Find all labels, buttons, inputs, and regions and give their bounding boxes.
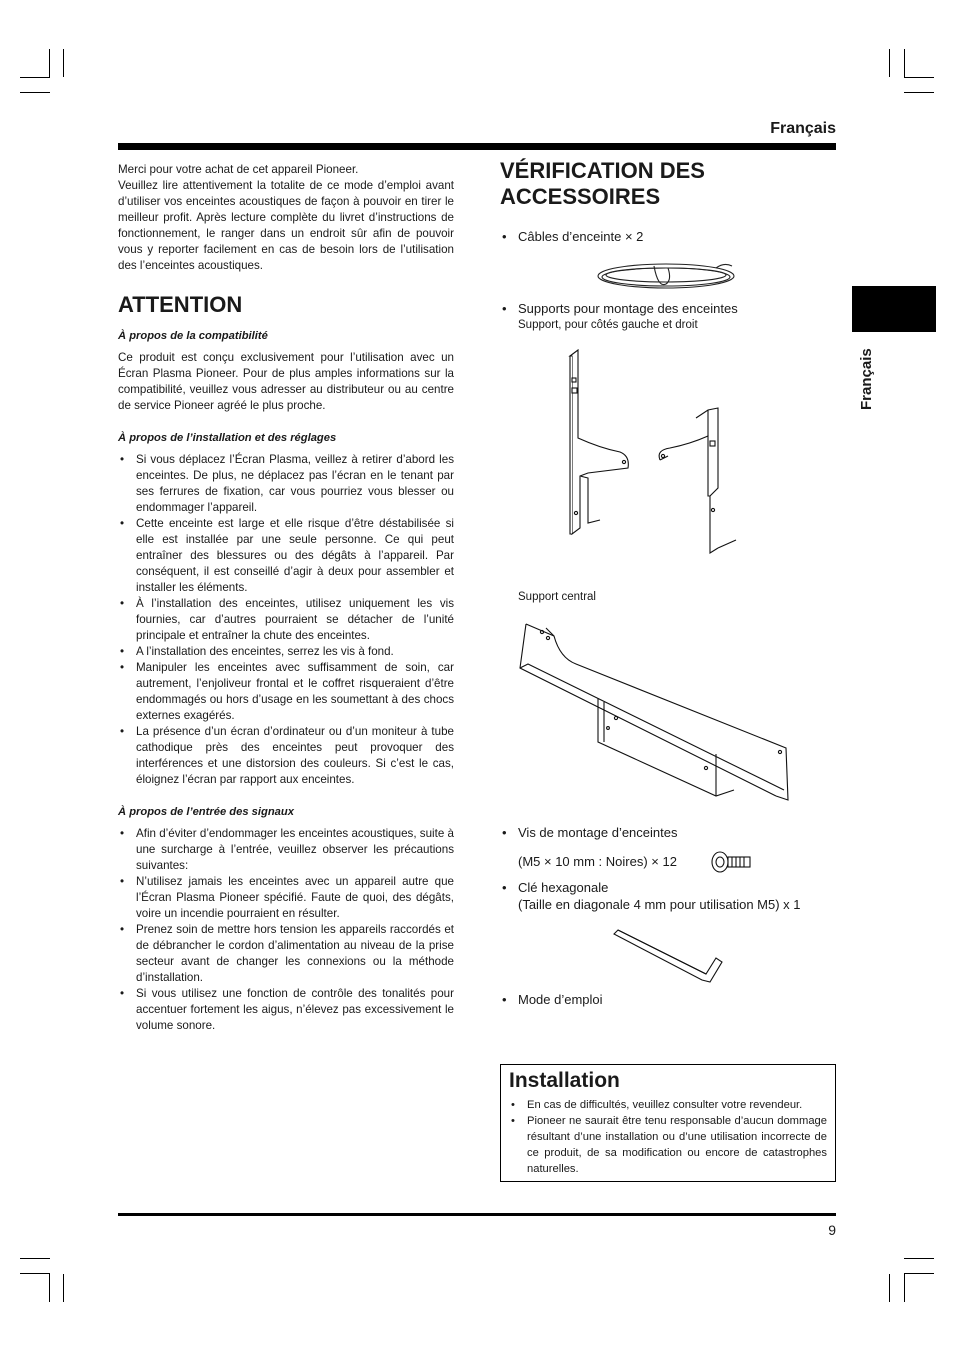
side-tab-label: Français — [858, 348, 875, 410]
installation-list — [509, 1097, 827, 1177]
accessory-central: Support central — [518, 591, 596, 603]
list-item: • La présence d’un écran d’ordinateur ou d’un moniteur à tube cathodique près des enceintes peut provoquer des interférences et une distorsion des couleurs. Si c’est le cas, éloignez l’écran par rapport aux enceintes. — [118, 724, 454, 788]
list-item: • A l’installation des enceintes, serrez les vis à fond. — [118, 644, 454, 660]
side-tab-block — [852, 286, 936, 332]
verification-heading — [500, 158, 836, 210]
list-item: • Pioneer ne saurait être tenu responsable d’aucun dommage résultant d’une installation ou d’une utilisation incorrecte de ce produit, de sa modification ou encore de catastrophes naturelles. — [509, 1113, 827, 1177]
accessory-screws: • Vis de montage d’enceintes — [500, 825, 677, 840]
accessory-supports: • Supports pour montage des enceintes — [500, 301, 738, 316]
list-item: • Prenez soin de mettre hors tension les appareils raccordés et de débrancher le cordon d’alimentation au niveau de la prise secteur avant de changer les connexions ou la méthode d’installation. — [118, 922, 454, 986]
intro-thanks: Merci pour votre achat de cet appareil Pioneer. — [118, 163, 359, 176]
header-rule — [118, 143, 836, 150]
accessory-cables: • Câbles d’enceinte × 2 — [500, 229, 643, 244]
compat-text: Ce produit est conçu exclusivement pour l’utilisation avec un Écran Plasma Pioneer. Pour de plus amples informations sur la compatibilité, veuillez vous adresser au distributeur ou au centre de service Pioneer agréé le plus proche. — [118, 351, 454, 412]
compat-heading: À propos de la compatibilité — [118, 330, 268, 342]
signal-list — [118, 826, 454, 1034]
key-detail: (Taille en diagonale 4 mm pour utilisation M5) x 1 — [518, 897, 801, 912]
list-item: • En cas de difficultés, veuillez consulter votre revendeur. — [509, 1097, 827, 1113]
footer-rule — [118, 1213, 836, 1216]
list-item: • Afin d’éviter d’endommager les enceintes acoustiques, suite à une surcharge à l’entrée, veuillez observer les précautions suivantes: — [118, 826, 454, 874]
intro-paragraph: Veuillez lire attentivement la totalite de ce mode d’emploi avant d’utiliser vos enceintes acoustiques de façon à pouvoir en tirer le meilleur profit. Après lecture complète du livret d’instructions de fonctionnement, le ranger dans un endroit sûr afin de pouvoir vous y reporter facilement en cas de besoin lors de l’utilisation des l’enceintes acoustiques. — [118, 179, 454, 272]
installation-box — [500, 1064, 836, 1182]
list-item: • Manipuler les enceintes avec suffisamment de soin, car autrement, l’enjoliveur frontal et le coffret risqueraient d’être endommagés ou hors d’usage en les soumettant à des chocs externes exagérés. — [118, 660, 454, 724]
screws-detail: (M5 × 10 mm : Noires) × 12 — [518, 854, 677, 869]
attention-heading: ATTENTION — [118, 292, 243, 317]
list-item: • Cette enceinte est large et elle risque d’être déstabilisée si elle est installée par une seule personne. Ce qui peut entraîner des blessures ou des dégâts à l’appareil. Par conséquent, il est conseillé d’agir à deux pour assembler et installer les éléments. — [118, 516, 454, 596]
verification-title-line1: VÉRIFICATION DES — [500, 158, 705, 183]
signal-heading: À propos de l’entrée des signaux — [118, 806, 294, 818]
verification-title-line2: ACCESSOIRES — [500, 184, 661, 209]
cable-illustration — [596, 258, 738, 298]
install-list — [118, 452, 454, 788]
list-item: • À l’installation des enceintes, utilisez uniquement les vis fournies, car d’autres pourraient se détacher de l’unité principale et entraîner la chute des enceintes. — [118, 596, 454, 644]
list-item: • Si vous utilisez une fonction de contrôle des tonalités pour accentuer fortement les aigus, n’élevez pas excessivement le volume sonore. — [118, 986, 454, 1034]
accessory-manual: • Mode d’emploi — [500, 992, 603, 1007]
installation-heading: Installation — [509, 1069, 620, 1092]
accessory-key: • Clé hexagonale — [500, 880, 608, 895]
screw-icon — [710, 850, 754, 874]
header-language: Français — [770, 120, 836, 137]
central-bracket-illustration — [516, 618, 816, 808]
left-column — [118, 162, 454, 1034]
right-column — [500, 158, 836, 1018]
install-heading: À propos de l’installation et des réglages — [118, 432, 337, 444]
page-number: 9 — [828, 1222, 836, 1238]
list-item: • N’utilisez jamais les enceintes avec un appareil autre que l’Écran Plasma Pioneer spécifié. Faute de quoi, des dégâts, voire un incendie pourraient en résulter. — [118, 874, 454, 922]
side-bracket-illustration — [560, 348, 740, 598]
hex-key-icon — [612, 928, 728, 984]
supports-sub: Support, pour côtés gauche et droit — [518, 319, 698, 331]
list-item: • Si vous déplacez l’Écran Plasma, veillez à retirer d’abord les enceintes. De plus, ne déplacez pas l’écran en le tenant par ses ferrures de fixation, car vous pourriez vous blesser ou endommager l’appareil. — [118, 452, 454, 516]
